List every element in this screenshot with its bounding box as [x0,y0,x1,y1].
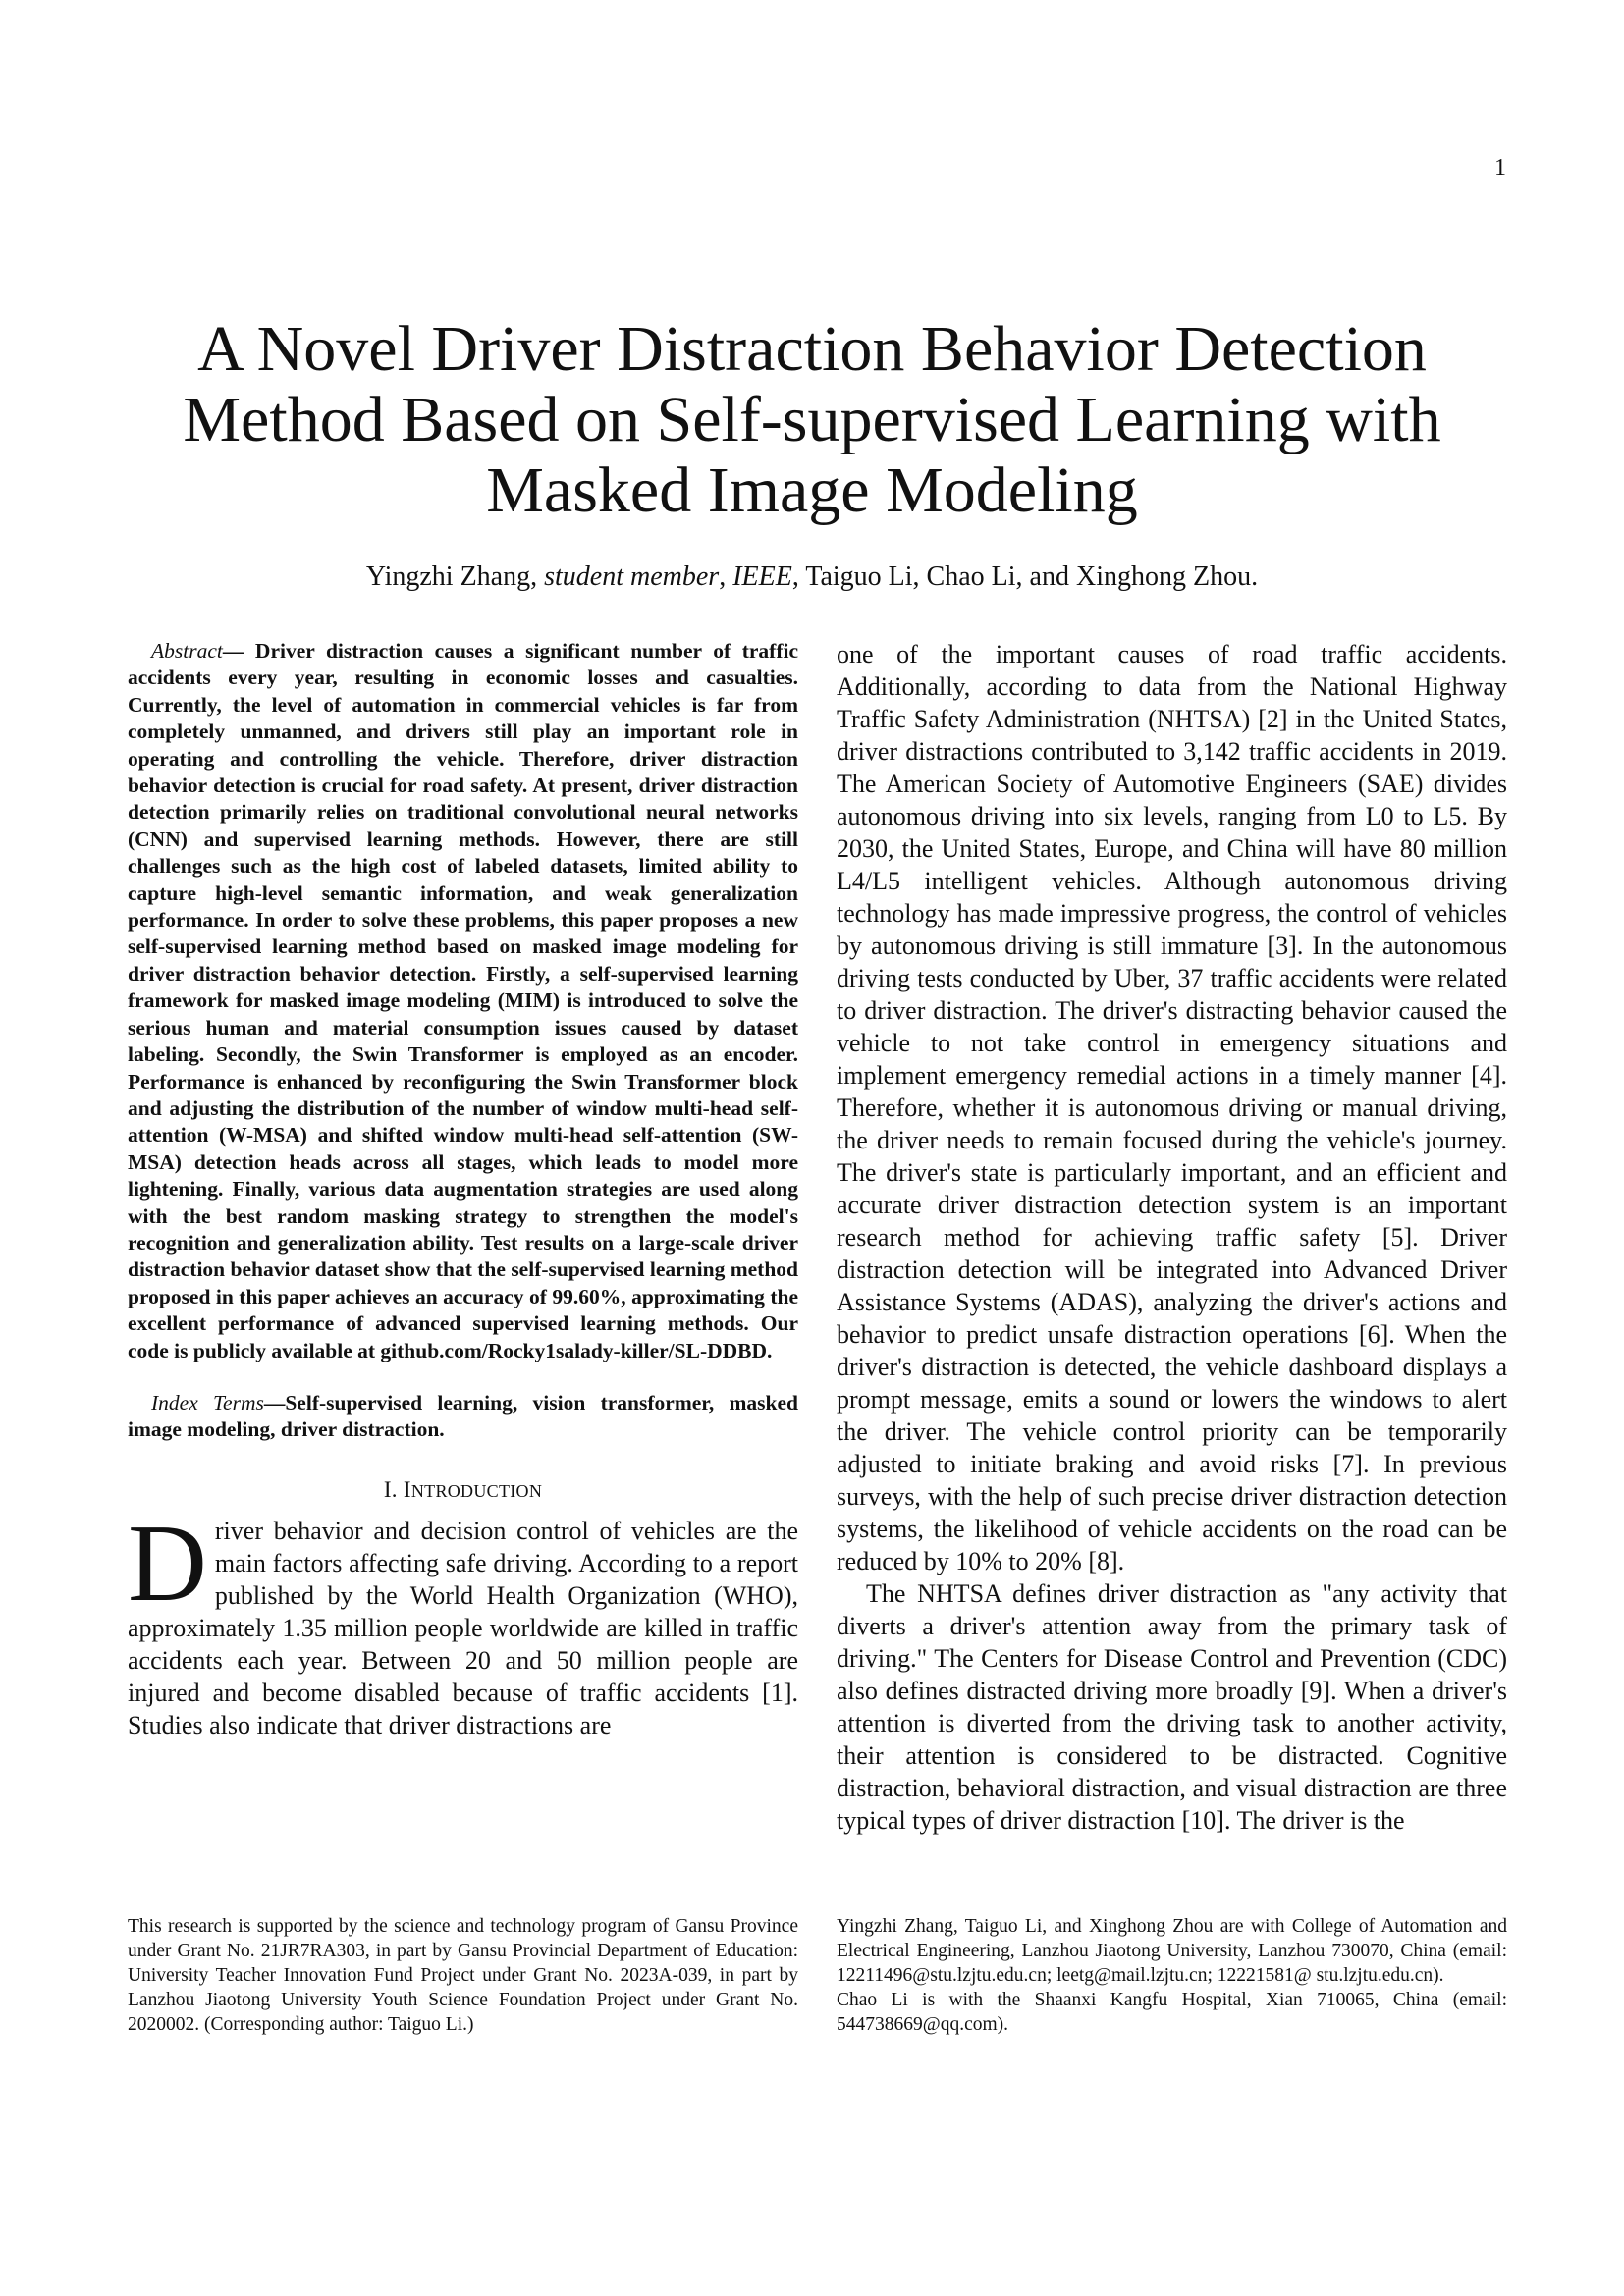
index-terms-lead: Index Terms [151,1390,264,1415]
footnote-funding [128,1914,798,2037]
footnote-funding-text: This research is supported by the science and technology program of Gansu Province under Grant No. 21JR7RA303, in part by Gansu Provincial Department of Education: University Teacher Innovation Fund Project under Grant No. 2023A-039, in part by Lanzhou Jiaotong University Youth Science Foundation Project under Grant No. 2020002. (Corresponding author: Taiguo Li.) [128,1916,798,2035]
abstract-text: — Driver distraction causes a significant number of traffic accidents every year, resulting in economic losses and casualties. Currently, the level of automation in commercial vehicles is far from completely unmanned, and drivers still play an important role in operating and controlling the vehicle. Therefore, driver distraction behavior detection is crucial for road safety. At present, driver distraction detection primarily relies on traditional convolutional neural networks (CNN) and supervised learning methods. However, there are still challenges such as the high cost of labeled datasets, limited ability to capture high-level semantic information, and weak generalization performance. In order to solve these problems, this paper proposes a new self-supervised learning method based on masked image modeling for driver distraction behavior detection. Firstly, a self-supervised learning framework for masked image modeling (MIM) is introduced to solve the serious human and material consumption issues caused by dataset labeling. Secondly, the Swin Transformer is employed as an encoder. Performance is enhanced by reconfiguring the Swin Transformer block and adjusting the distribution of the number of window multi-head self-attention (W-MSA) and shifted window multi-head self-attention (SW-MSA) detection heads across all stages, which leads to model more lightening. Finally, various data augmentation strategies are used along with the best random masking strategy to strengthen the model's recognition and generalization ability. Test results on a large-scale driver distraction behavior dataset show that the self-supervised learning method proposed in this paper achieves an accuracy of 99.60%, approximating the excellent performance of advanced supervised learning methods. Our code is publicly available at github.com/Rocky1salady-killer/SL-DDBD. [128,639,798,1362]
intro-paragraph-1 [128,1502,798,1741]
section-heading-introduction [128,1477,798,1503]
section-title-rest: NTRODUCTION [410,1480,543,1501]
intro-paragraph-1-text: river behavior and decision control of vehicles are the main factors affecting safe driving. According to a report published by the World Health Organization (WHO), approximately 1.35 million people worldwide are killed in traffic accidents each year. Between 20 and 50 million people are injured and become disabled because of traffic accidents [1]. Studies also indicate that driver distractions are [128,1516,798,1739]
right-column [837,638,1507,1837]
intro-paragraph-1-continued: one of the important causes of road traffic accidents. Additionally, according to data from the National Highway Traffic Safety Administration (NHTSA) [2] in the United States, driver distractions contributed to 3,142 traffic accidents in 2019. The American Society of Automotive Engineers (SAE) divides autonomous driving into six levels, ranging from L0 to L5. By 2030, the United States, Europe, and China will have 80 million L4/L5 intelligent vehicles. Although autonomous driving technology has made impressive progress, the control of vehicles by autonomous driving is still immature [3]. In the autonomous driving tests conducted by Uber, 37 traffic accidents were related to driver distraction. The driver's distracting behavior caused the vehicle to not take control in emergency situations and implement emergency remedial actions in a timely manner [4]. Therefore, whether it is autonomous driving or manual driving, the driver needs to remain focused during the vehicle's journey. The driver's state is particularly important, and an efficient and accurate driver distraction detection system is an important research method for achieving traffic safety [5]. Driver distraction detection will be integrated into Advanced Driver Assistance Systems (ADAS), analyzing the driver's actions and behavior to predict unsafe distraction operations [6]. When the driver's distraction is detected, the vehicle dashboard displays a prompt message, emits a sound or lowers the windows to alert the driver. The vehicle control priority can be temporarily adjusted to initiate braking and avoid risks [7]. In previous surveys, with the help of such precise driver distraction detection systems, the likelihood of vehicle accidents on the road can be reduced by 10% to 20% [8]. [837,640,1507,1575]
author-first: Yingzhi Zhang, [365,561,545,592]
title-line: Method Based on Self-supervised Learning with [183,384,1441,455]
section-number: I. [383,1476,404,1502]
author-sep: , [719,561,733,592]
paper-title [128,314,1496,526]
author-org: IEEE [732,561,792,592]
abstract [128,638,798,1364]
left-column [128,638,798,1741]
author-role: student member [544,561,720,592]
drop-cap: D [128,1502,207,1625]
abstract-lead: Abstract [151,639,223,663]
title-line: A Novel Driver Distraction Behavior Detection [197,313,1427,385]
intro-paragraph-2: The NHTSA defines driver distraction as "any activity that diverts a driver's attention away from the primary task of driving." The Centers for Disease Control and Prevention (CDC) also defines distracted driving more broadly [9]. When a driver's attention is diverted from the driving task to another activity, their attention is considered to be distracted. Cognitive distraction, behavioral distraction, and visual distraction are three typical types of driver distraction [10]. The driver is the [837,1579,1507,1835]
footnote-affiliation-2: Chao Li is with the Shaanxi Kangfu Hospital, Xian 710065, China (email: 544738669@qq.com). [837,1990,1507,2035]
footnote-affiliations [837,1914,1507,2037]
page-number: 1 [1494,155,1506,181]
section-initial: I [403,1476,411,1502]
author-list [128,560,1496,595]
footnote-affiliation-1: Yingzhi Zhang, Taiguo Li, and Xinghong Zhou are with College of Automation and Electrical Engineering, Lanzhou Jiaotong University, Lanzhou 730070, China (email: 12211496@stu.lzjtu.edu.cn; leetg@mail.lzjtu.cn; 12221581@ stu.lzjtu.edu.cn). [837,1916,1507,1986]
index-terms-text: —Self-supervised learning, vision transformer, masked image modeling, driver distraction. [128,1390,798,1442]
title-line: Masked Image Modeling [486,454,1138,526]
author-rest: , Taiguo Li, Chao Li, and Xinghong Zhou. [791,561,1259,592]
index-terms [128,1390,798,1444]
